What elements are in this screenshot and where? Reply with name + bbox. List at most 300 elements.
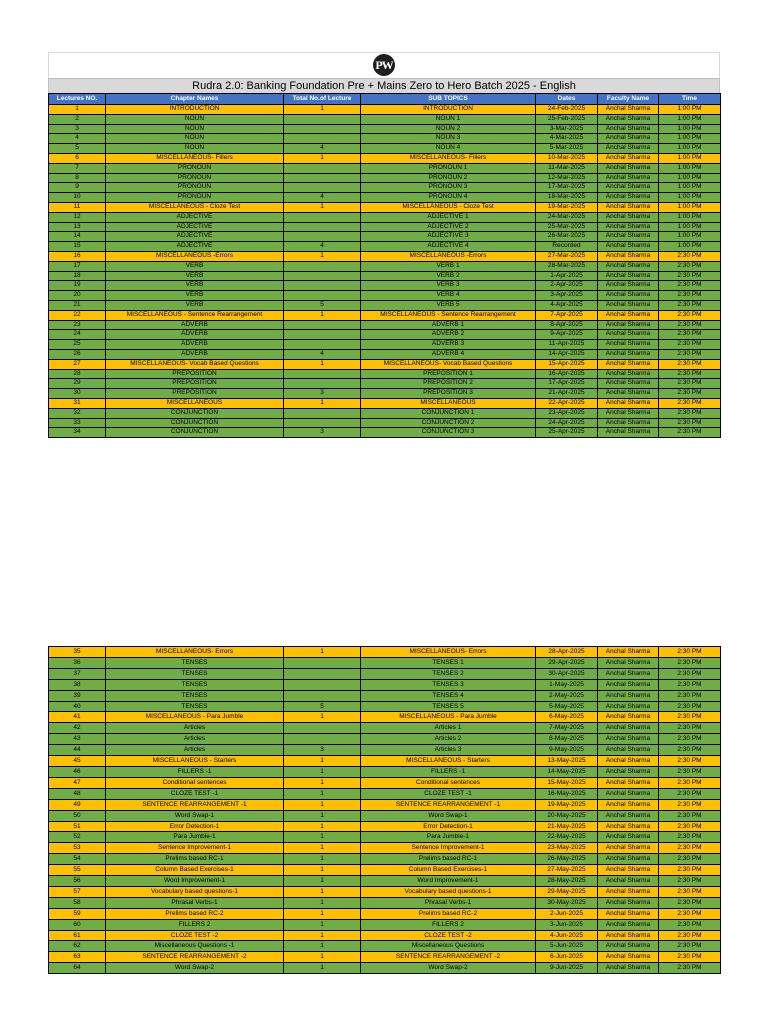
faculty-name-cell: Anchal Sharma — [598, 701, 659, 712]
table-row — [49, 963, 721, 974]
time-cell: 2:30 PM — [659, 843, 721, 854]
chapter-name-cell: Sentence Improvement-1 — [106, 843, 284, 854]
sub-topic-cell: ADJECTIVE 2 — [361, 222, 536, 232]
lecture-no-cell: 30 — [49, 389, 106, 399]
total-lectures-cell: 4 — [284, 193, 361, 203]
total-lectures-cell — [284, 222, 361, 232]
time-cell: 2:30 PM — [659, 701, 721, 712]
sub-topic-cell: ADJECTIVE 4 — [361, 242, 536, 252]
sub-topic-cell: Word Swap-1 — [361, 810, 536, 821]
chapter-name-cell: NOUN — [106, 124, 284, 134]
sub-topic-cell: MISCELLANEOUS- Fillers — [361, 153, 536, 163]
lecture-no-cell: 58 — [49, 897, 106, 908]
sub-topic-cell: INTRODUCTION — [361, 105, 536, 115]
time-cell: 2:30 PM — [659, 657, 721, 668]
time-cell: 2:30 PM — [659, 428, 721, 438]
lecture-no-cell: 14 — [49, 232, 106, 242]
date-cell: 28-Apr-2025 — [536, 647, 598, 658]
faculty-name-cell: Anchal Sharma — [598, 865, 659, 876]
sub-topic-cell: VERB 5 — [361, 300, 536, 310]
faculty-name-cell: Anchal Sharma — [598, 897, 659, 908]
time-cell: 2:30 PM — [659, 734, 721, 745]
table-row — [49, 897, 721, 908]
total-lectures-cell: 4 — [284, 349, 361, 359]
sub-topic-cell: VERB 1 — [361, 261, 536, 271]
total-lectures-cell: 1 — [284, 756, 361, 767]
date-cell: 17-Mar-2025 — [536, 183, 598, 193]
header-lecture-no: Lectures NO. — [49, 94, 106, 105]
sub-topic-cell: PRONOUN 1 — [361, 163, 536, 173]
chapter-name-cell: MISCELLANEOUS -Errors — [106, 251, 284, 261]
sub-topic-cell: TENSES 1 — [361, 657, 536, 668]
table-row — [49, 379, 721, 389]
chapter-name-cell: VERB — [106, 281, 284, 291]
chapter-name-cell: TENSES — [106, 657, 284, 668]
chapter-name-cell: CLOZE TEST -2 — [106, 930, 284, 941]
chapter-name-cell: ADJECTIVE — [106, 212, 284, 222]
chapter-name-cell: MISCELLANEOUS - Starters — [106, 756, 284, 767]
faculty-name-cell: Anchal Sharma — [598, 734, 659, 745]
faculty-name-cell: Anchal Sharma — [598, 832, 659, 843]
lecture-no-cell: 48 — [49, 788, 106, 799]
date-cell: 7-Apr-2025 — [536, 310, 598, 320]
table-row — [49, 320, 721, 330]
chapter-name-cell: ADVERB — [106, 340, 284, 350]
chapter-name-cell: Phrasal Verbs-1 — [106, 897, 284, 908]
table-row — [49, 281, 721, 291]
table-row — [49, 291, 721, 301]
lecture-no-cell: 59 — [49, 908, 106, 919]
total-lectures-cell: 5 — [284, 300, 361, 310]
time-cell: 1:00 PM — [659, 114, 721, 124]
total-lectures-cell — [284, 330, 361, 340]
lecture-no-cell: 25 — [49, 340, 106, 350]
date-cell: 2-Jun-2025 — [536, 908, 598, 919]
table-row — [49, 843, 721, 854]
lecture-no-cell: 15 — [49, 242, 106, 252]
date-cell: Recorded — [536, 242, 598, 252]
date-cell: 18-Mar-2025 — [536, 193, 598, 203]
faculty-name-cell: Anchal Sharma — [598, 202, 659, 212]
table-row — [49, 242, 721, 252]
time-cell: 1:00 PM — [659, 202, 721, 212]
faculty-name-cell: Anchal Sharma — [598, 679, 659, 690]
lecture-no-cell: 42 — [49, 723, 106, 734]
sub-topic-cell: NOUN 2 — [361, 124, 536, 134]
lecture-no-cell: 22 — [49, 310, 106, 320]
chapter-name-cell: VERB — [106, 300, 284, 310]
lecture-no-cell: 33 — [49, 418, 106, 428]
sub-topic-cell: CONJUNCTION 1 — [361, 408, 536, 418]
sub-topic-cell: Prelims based RC-1 — [361, 854, 536, 865]
chapter-name-cell: CONJUNCTION — [106, 408, 284, 418]
sub-topic-cell: ADVERB 2 — [361, 330, 536, 340]
chapter-name-cell: Prelims based RC-1 — [106, 854, 284, 865]
sub-topic-cell: NOUN 3 — [361, 134, 536, 144]
total-lectures-cell: 1 — [284, 251, 361, 261]
lecture-no-cell: 11 — [49, 202, 106, 212]
total-lectures-cell — [284, 679, 361, 690]
total-lectures-cell — [284, 134, 361, 144]
lecture-no-cell: 28 — [49, 369, 106, 379]
date-cell: 26-Mar-2025 — [536, 232, 598, 242]
chapter-name-cell: PRONOUN — [106, 163, 284, 173]
faculty-name-cell: Anchal Sharma — [598, 668, 659, 679]
table-row — [49, 389, 721, 399]
table-row — [49, 657, 721, 668]
sub-topic-cell: PRONOUN 3 — [361, 183, 536, 193]
total-lectures-cell — [284, 114, 361, 124]
time-cell: 1:00 PM — [659, 163, 721, 173]
sub-topic-cell: FILLERS 2 — [361, 919, 536, 930]
lecture-no-cell: 60 — [49, 919, 106, 930]
total-lectures-cell — [284, 281, 361, 291]
date-cell: 16-May-2025 — [536, 788, 598, 799]
table-row — [49, 854, 721, 865]
chapter-name-cell: NOUN — [106, 114, 284, 124]
faculty-name-cell: Anchal Sharma — [598, 330, 659, 340]
time-cell: 2:30 PM — [659, 745, 721, 756]
date-cell: 30-May-2025 — [536, 897, 598, 908]
faculty-name-cell: Anchal Sharma — [598, 745, 659, 756]
total-lectures-cell — [284, 657, 361, 668]
faculty-name-cell: Anchal Sharma — [598, 310, 659, 320]
time-cell: 2:30 PM — [659, 408, 721, 418]
sub-topic-cell: Miscellaneous Questions — [361, 941, 536, 952]
time-cell: 2:30 PM — [659, 766, 721, 777]
time-cell: 2:30 PM — [659, 854, 721, 865]
total-lectures-cell — [284, 320, 361, 330]
date-cell: 8-May-2025 — [536, 734, 598, 745]
table-row — [49, 183, 721, 193]
date-cell: 29-Apr-2025 — [536, 657, 598, 668]
table-row — [49, 930, 721, 941]
chapter-name-cell: VERB — [106, 261, 284, 271]
chapter-name-cell: ADJECTIVE — [106, 242, 284, 252]
date-cell: 21-Apr-2025 — [536, 389, 598, 399]
time-cell: 1:00 PM — [659, 193, 721, 203]
total-lectures-cell: 1 — [284, 843, 361, 854]
total-lectures-cell: 1 — [284, 908, 361, 919]
table-row — [49, 745, 721, 756]
date-cell: 29-May-2025 — [536, 886, 598, 897]
chapter-name-cell: MISCELLANEOUS- Vocab Based Questions — [106, 359, 284, 369]
table-row — [49, 821, 721, 832]
date-cell: 11-Mar-2025 — [536, 163, 598, 173]
faculty-name-cell: Anchal Sharma — [598, 418, 659, 428]
lecture-no-cell: 36 — [49, 657, 106, 668]
faculty-name-cell: Anchal Sharma — [598, 408, 659, 418]
faculty-name-cell: Anchal Sharma — [598, 144, 659, 154]
total-lectures-cell — [284, 408, 361, 418]
date-cell: 27-Mar-2025 — [536, 251, 598, 261]
lecture-no-cell: 56 — [49, 876, 106, 887]
date-cell: 17-Apr-2025 — [536, 379, 598, 389]
table-row — [49, 398, 721, 408]
schedule-table-1 — [48, 93, 721, 438]
header-chapter-names: Chapter Names — [106, 94, 284, 105]
lecture-no-cell: 29 — [49, 379, 106, 389]
chapter-name-cell: ADVERB — [106, 320, 284, 330]
time-cell: 1:00 PM — [659, 183, 721, 193]
table-row — [49, 712, 721, 723]
time-cell: 2:30 PM — [659, 330, 721, 340]
time-cell: 2:30 PM — [659, 919, 721, 930]
faculty-name-cell: Anchal Sharma — [598, 261, 659, 271]
schedule-sheet-2 — [48, 646, 720, 974]
sub-topic-cell: Column Based Exercises-1 — [361, 865, 536, 876]
chapter-name-cell: CONJUNCTION — [106, 418, 284, 428]
lecture-no-cell: 45 — [49, 756, 106, 767]
time-cell: 2:30 PM — [659, 777, 721, 788]
table-row — [49, 144, 721, 154]
lecture-no-cell: 16 — [49, 251, 106, 261]
total-lectures-cell: 1 — [284, 963, 361, 974]
time-cell: 2:30 PM — [659, 281, 721, 291]
time-cell: 2:30 PM — [659, 310, 721, 320]
chapter-name-cell: Error Detection-1 — [106, 821, 284, 832]
faculty-name-cell: Anchal Sharma — [598, 369, 659, 379]
chapter-name-cell: NOUN — [106, 134, 284, 144]
time-cell: 2:30 PM — [659, 398, 721, 408]
chapter-name-cell: FILLERS -1 — [106, 766, 284, 777]
faculty-name-cell: Anchal Sharma — [598, 320, 659, 330]
total-lectures-cell: 1 — [284, 359, 361, 369]
lecture-no-cell: 52 — [49, 832, 106, 843]
chapter-name-cell: CONJUNCTION — [106, 428, 284, 438]
total-lectures-cell: 1 — [284, 919, 361, 930]
table-body-2 — [49, 647, 721, 974]
date-cell: 5-Mar-2025 — [536, 144, 598, 154]
sub-topic-cell: CONJUNCTION 2 — [361, 418, 536, 428]
lecture-no-cell: 47 — [49, 777, 106, 788]
date-cell: 3-Jun-2025 — [536, 919, 598, 930]
sub-topic-cell: ADJECTIVE 3 — [361, 232, 536, 242]
lecture-no-cell: 54 — [49, 854, 106, 865]
date-cell: 9-Apr-2025 — [536, 330, 598, 340]
time-cell: 2:30 PM — [659, 668, 721, 679]
sub-topic-cell: ADVERB 3 — [361, 340, 536, 350]
table-row — [49, 418, 721, 428]
table-row — [49, 212, 721, 222]
table-row — [49, 777, 721, 788]
time-cell: 1:00 PM — [659, 212, 721, 222]
faculty-name-cell: Anchal Sharma — [598, 952, 659, 963]
total-lectures-cell — [284, 271, 361, 281]
chapter-name-cell: MISCELLANEOUS - Sentence Rearrangement — [106, 310, 284, 320]
lecture-no-cell: 20 — [49, 291, 106, 301]
total-lectures-cell — [284, 734, 361, 745]
lecture-no-cell: 38 — [49, 679, 106, 690]
time-cell: 2:30 PM — [659, 389, 721, 399]
time-cell: 2:30 PM — [659, 251, 721, 261]
schedule-sheet-1 — [48, 52, 720, 438]
time-cell: 1:00 PM — [659, 153, 721, 163]
lecture-no-cell: 35 — [49, 647, 106, 658]
sub-topic-cell: CLOZE TEST -2 — [361, 930, 536, 941]
date-cell: 2-Apr-2025 — [536, 281, 598, 291]
lecture-no-cell: 9 — [49, 183, 106, 193]
chapter-name-cell: Articles — [106, 745, 284, 756]
chapter-name-cell: INTRODUCTION — [106, 105, 284, 115]
faculty-name-cell: Anchal Sharma — [598, 173, 659, 183]
sub-topic-cell: MISCELLANEOUS -Errors — [361, 251, 536, 261]
chapter-name-cell: Word Swap-2 — [106, 963, 284, 974]
faculty-name-cell: Anchal Sharma — [598, 389, 659, 399]
table-row — [49, 865, 721, 876]
date-cell: 11-Apr-2025 — [536, 340, 598, 350]
table-row — [49, 124, 721, 134]
total-lectures-cell: 1 — [284, 788, 361, 799]
table-row — [49, 428, 721, 438]
table-row — [49, 134, 721, 144]
time-cell: 2:30 PM — [659, 930, 721, 941]
date-cell: 7-May-2025 — [536, 723, 598, 734]
chapter-name-cell: ADJECTIVE — [106, 232, 284, 242]
header-row — [49, 94, 721, 105]
sub-topic-cell: TENSES 4 — [361, 690, 536, 701]
total-lectures-cell: 1 — [284, 777, 361, 788]
faculty-name-cell: Anchal Sharma — [598, 712, 659, 723]
time-cell: 2:30 PM — [659, 821, 721, 832]
lecture-no-cell: 50 — [49, 810, 106, 821]
faculty-name-cell: Anchal Sharma — [598, 114, 659, 124]
chapter-name-cell: TENSES — [106, 668, 284, 679]
chapter-name-cell: MISCELLANEOUS- Errors — [106, 647, 284, 658]
faculty-name-cell: Anchal Sharma — [598, 428, 659, 438]
date-cell: 15-Apr-2025 — [536, 359, 598, 369]
faculty-name-cell: Anchal Sharma — [598, 183, 659, 193]
pw-logo: PW — [373, 54, 395, 76]
total-lectures-cell: 1 — [284, 952, 361, 963]
sub-topic-cell: Error Detection-1 — [361, 821, 536, 832]
lecture-no-cell: 7 — [49, 163, 106, 173]
table-row — [49, 690, 721, 701]
lecture-no-cell: 32 — [49, 408, 106, 418]
chapter-name-cell: PRONOUN — [106, 173, 284, 183]
table-row — [49, 153, 721, 163]
sub-topic-cell: Word Swap-2 — [361, 963, 536, 974]
chapter-name-cell: MISCELLANEOUS - Para Jumble — [106, 712, 284, 723]
sub-topic-cell: MISCELLANEOUS- Vocab Based Questions — [361, 359, 536, 369]
time-cell: 2:30 PM — [659, 832, 721, 843]
total-lectures-cell: 4 — [284, 242, 361, 252]
faculty-name-cell: Anchal Sharma — [598, 134, 659, 144]
faculty-name-cell: Anchal Sharma — [598, 963, 659, 974]
sub-topic-cell: Sentence Improvement-1 — [361, 843, 536, 854]
table-row — [49, 222, 721, 232]
faculty-name-cell: Anchal Sharma — [598, 212, 659, 222]
date-cell: 16-Apr-2025 — [536, 369, 598, 379]
lecture-no-cell: 23 — [49, 320, 106, 330]
total-lectures-cell: 3 — [284, 389, 361, 399]
sub-topic-cell: Prelims based RC-2 — [361, 908, 536, 919]
date-cell: 14-Apr-2025 — [536, 349, 598, 359]
table-row — [49, 163, 721, 173]
table-row — [49, 310, 721, 320]
chapter-name-cell: NOUN — [106, 144, 284, 154]
faculty-name-cell: Anchal Sharma — [598, 810, 659, 821]
sub-topic-cell: MISCELLANEOUS - Starters — [361, 756, 536, 767]
faculty-name-cell: Anchal Sharma — [598, 359, 659, 369]
lecture-no-cell: 49 — [49, 799, 106, 810]
time-cell: 2:30 PM — [659, 320, 721, 330]
time-cell: 2:30 PM — [659, 647, 721, 658]
table-row — [49, 886, 721, 897]
time-cell: 1:00 PM — [659, 144, 721, 154]
time-cell: 2:30 PM — [659, 418, 721, 428]
sub-topic-cell: MISCELLANEOUS - Cloze Test — [361, 202, 536, 212]
total-lectures-cell — [284, 261, 361, 271]
lecture-no-cell: 19 — [49, 281, 106, 291]
chapter-name-cell: Prelims based RC-2 — [106, 908, 284, 919]
chapter-name-cell: TENSES — [106, 679, 284, 690]
faculty-name-cell: Anchal Sharma — [598, 163, 659, 173]
lecture-no-cell: 43 — [49, 734, 106, 745]
time-cell: 2:30 PM — [659, 712, 721, 723]
sheet-title: Rudra 2.0: Banking Foundation Pre + Mains Zero to Hero Batch 2025 - English — [48, 78, 720, 93]
time-cell: 1:00 PM — [659, 124, 721, 134]
sub-topic-cell: CLOZE TEST -1 — [361, 788, 536, 799]
table-row — [49, 908, 721, 919]
date-cell: 2-May-2025 — [536, 690, 598, 701]
time-cell: 2:30 PM — [659, 897, 721, 908]
chapter-name-cell: Word Improvement-1 — [106, 876, 284, 887]
total-lectures-cell: 1 — [284, 153, 361, 163]
lecture-no-cell: 53 — [49, 843, 106, 854]
date-cell: 22-Apr-2025 — [536, 398, 598, 408]
faculty-name-cell: Anchal Sharma — [598, 723, 659, 734]
sub-topic-cell: PRONOUN 2 — [361, 173, 536, 183]
date-cell: 5-Jun-2025 — [536, 941, 598, 952]
faculty-name-cell: Anchal Sharma — [598, 232, 659, 242]
sub-topic-cell: Phrasal Verbs-1 — [361, 897, 536, 908]
time-cell: 2:30 PM — [659, 941, 721, 952]
sub-topic-cell: SENTENCE REARRANGEMENT -1 — [361, 799, 536, 810]
chapter-name-cell: SENTENCE REARRANGEMENT -1 — [106, 799, 284, 810]
faculty-name-cell: Anchal Sharma — [598, 854, 659, 865]
date-cell: 10-Mar-2025 — [536, 153, 598, 163]
chapter-name-cell: MISCELLANEOUS- Fillers — [106, 153, 284, 163]
time-cell: 2:30 PM — [659, 369, 721, 379]
sub-topic-cell: MISCELLANEOUS - Para Jumble — [361, 712, 536, 723]
lecture-no-cell: 57 — [49, 886, 106, 897]
table-row — [49, 330, 721, 340]
logo-row — [48, 52, 720, 78]
time-cell: 1:00 PM — [659, 173, 721, 183]
lecture-no-cell: 64 — [49, 963, 106, 974]
faculty-name-cell: Anchal Sharma — [598, 799, 659, 810]
lecture-no-cell: 37 — [49, 668, 106, 679]
date-cell: 9-May-2025 — [536, 745, 598, 756]
lecture-no-cell: 6 — [49, 153, 106, 163]
time-cell: 1:00 PM — [659, 232, 721, 242]
chapter-name-cell: Articles — [106, 723, 284, 734]
table-row — [49, 261, 721, 271]
faculty-name-cell: Anchal Sharma — [598, 379, 659, 389]
lecture-no-cell: 41 — [49, 712, 106, 723]
total-lectures-cell: 1 — [284, 712, 361, 723]
date-cell: 6-May-2025 — [536, 712, 598, 723]
faculty-name-cell: Anchal Sharma — [598, 193, 659, 203]
faculty-name-cell: Anchal Sharma — [598, 876, 659, 887]
chapter-name-cell: VERB — [106, 271, 284, 281]
date-cell: 25-Apr-2025 — [536, 428, 598, 438]
faculty-name-cell: Anchal Sharma — [598, 647, 659, 658]
table-row — [49, 408, 721, 418]
date-cell: 9-Jun-2025 — [536, 963, 598, 974]
chapter-name-cell: Vocabulary based questions-1 — [106, 886, 284, 897]
